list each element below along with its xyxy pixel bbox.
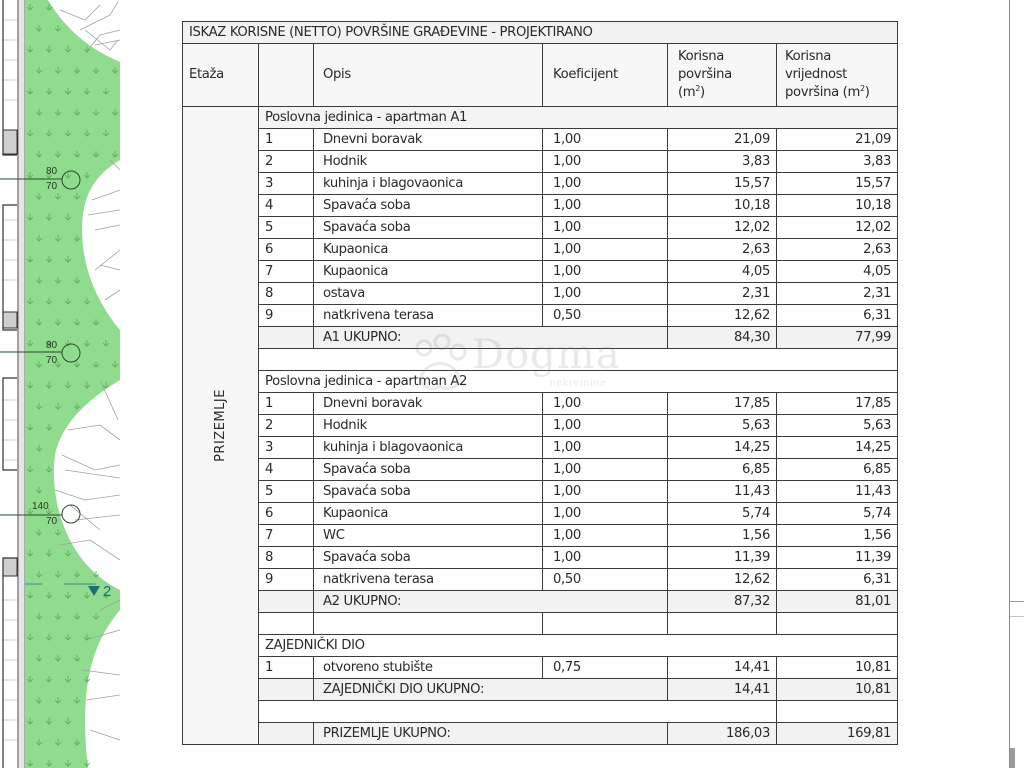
row-number: 6 (259, 239, 314, 261)
row-korisna-vrijednost: 6,85 (777, 459, 898, 481)
grand-total-povrsina: 186,03 (668, 723, 777, 745)
row-opis: Spavaća soba (314, 459, 543, 481)
blank-row (183, 613, 898, 635)
row-number: 8 (259, 547, 314, 569)
header-text: vrijednost (785, 67, 848, 82)
row-koeficijent: 1,00 (543, 239, 668, 261)
blank-cell (543, 613, 668, 635)
group-total-vrijednost: 81,01 (777, 591, 898, 613)
blank-cell (668, 613, 777, 635)
grand-total-row (183, 723, 898, 745)
level-marker-3-top: 140 (32, 501, 49, 512)
total-spacer (259, 679, 314, 701)
header-sup: 2 (859, 83, 865, 93)
row-korisna-povrsina: 17,85 (668, 393, 777, 415)
row-korisna-vrijednost: 6,31 (777, 305, 898, 327)
group-total-povrsina: 14,41 (668, 679, 777, 701)
area-schedule-sheet (182, 21, 897, 745)
row-korisna-vrijednost: 6,31 (777, 569, 898, 591)
table-title: ISKAZ KORISNE (NETTO) POVRŠINE GRAĐEVINE - PROJEKTIRANO (183, 22, 898, 44)
group-total-row (183, 327, 898, 349)
row-koeficijent: 1,00 (543, 129, 668, 151)
row-opis: Dnevni boravak (314, 129, 543, 151)
row-korisna-vrijednost: 1,56 (777, 525, 898, 547)
row-koeficijent: 1,00 (543, 525, 668, 547)
row-koeficijent: 1,00 (543, 415, 668, 437)
group-title: Poslovna jedinica - apartman A2 (259, 371, 898, 393)
row-korisna-povrsina: 12,62 (668, 305, 777, 327)
group-total-row (183, 679, 898, 701)
table-row (183, 239, 898, 261)
row-korisna-povrsina: 3,83 (668, 151, 777, 173)
row-koeficijent: 1,00 (543, 459, 668, 481)
row-number: 3 (259, 437, 314, 459)
row-number: 1 (259, 393, 314, 415)
row-korisna-vrijednost: 4,05 (777, 261, 898, 283)
level-marker-1-top: 80 (46, 166, 58, 177)
etaza-label: PRIZEMLJE (213, 389, 228, 462)
grand-total-vrijednost: 169,81 (777, 723, 898, 745)
row-korisna-povrsina: 12,02 (668, 217, 777, 239)
grand-total-label: PRIZEMLJE UKUPNO: (314, 723, 668, 745)
row-opis: natkrivena terasa (314, 569, 543, 591)
group-total-povrsina: 84,30 (668, 327, 777, 349)
table-row (183, 261, 898, 283)
group-total-vrijednost: 77,99 (777, 327, 898, 349)
total-spacer (259, 327, 314, 349)
row-opis: kuhinja i blagovaonica (314, 173, 543, 195)
row-number: 7 (259, 525, 314, 547)
header-opis: Opis (314, 44, 543, 107)
row-opis: Kupaonica (314, 239, 543, 261)
header-text: ) (864, 85, 870, 100)
table-row (183, 525, 898, 547)
table-row (183, 503, 898, 525)
row-korisna-vrijednost: 5,63 (777, 415, 898, 437)
section-marker-label: 2 (103, 583, 112, 600)
row-koeficijent: 1,00 (543, 481, 668, 503)
row-korisna-vrijednost: 14,25 (777, 437, 898, 459)
group-title: Poslovna jedinica - apartman A1 (259, 107, 898, 129)
header-text: površina (m (785, 85, 860, 100)
row-korisna-povrsina: 12,62 (668, 569, 777, 591)
row-opis: WC (314, 525, 543, 547)
header-sup: 2 (695, 83, 701, 93)
group-total-povrsina: 87,32 (668, 591, 777, 613)
row-number: 2 (259, 151, 314, 173)
landscape-drawing (0, 0, 180, 768)
row-number: 1 (259, 129, 314, 151)
row-number: 7 (259, 261, 314, 283)
row-koeficijent: 0,50 (543, 305, 668, 327)
group-title-row (183, 107, 898, 129)
table-row (183, 217, 898, 239)
blank-row (183, 349, 898, 371)
row-korisna-vrijednost: 11,43 (777, 481, 898, 503)
blank-cell (259, 613, 314, 635)
row-opis: otvoreno stubište (314, 657, 543, 679)
row-koeficijent: 1,00 (543, 393, 668, 415)
table-row (183, 459, 898, 481)
table-row (183, 305, 898, 327)
level-marker-1-bottom: 70 (46, 181, 58, 192)
row-number: 5 (259, 481, 314, 503)
header-text: Korisna (785, 49, 832, 64)
table-row (183, 393, 898, 415)
row-koeficijent: 1,00 (543, 283, 668, 305)
row-korisna-vrijednost: 12,02 (777, 217, 898, 239)
row-korisna-povrsina: 5,74 (668, 503, 777, 525)
group-title-row (183, 371, 898, 393)
row-number: 8 (259, 283, 314, 305)
row-opis: Kupaonica (314, 261, 543, 283)
row-koeficijent: 1,00 (543, 173, 668, 195)
row-koeficijent: 1,00 (543, 217, 668, 239)
row-koeficijent: 1,00 (543, 151, 668, 173)
row-korisna-povrsina: 10,18 (668, 195, 777, 217)
row-korisna-povrsina: 15,57 (668, 173, 777, 195)
row-korisna-povrsina: 11,43 (668, 481, 777, 503)
header-korisna-povrsina (668, 44, 777, 107)
blank-row (183, 701, 898, 723)
table-row (183, 173, 898, 195)
row-korisna-povrsina: 2,31 (668, 283, 777, 305)
row-korisna-povrsina: 1,56 (668, 525, 777, 547)
header-etaza: Etaža (183, 44, 259, 107)
area-schedule-table (182, 21, 898, 745)
row-number: 1 (259, 657, 314, 679)
row-korisna-vrijednost: 10,18 (777, 195, 898, 217)
header-text: ) (700, 85, 705, 100)
frame-line (1010, 616, 1024, 617)
row-opis: Spavaća soba (314, 195, 543, 217)
row-koeficijent: 1,00 (543, 503, 668, 525)
row-number: 2 (259, 415, 314, 437)
row-koeficijent: 1,00 (543, 195, 668, 217)
row-number: 4 (259, 195, 314, 217)
blank-cell (777, 701, 898, 723)
row-korisna-povrsina: 14,41 (668, 657, 777, 679)
row-korisna-povrsina: 5,63 (668, 415, 777, 437)
row-korisna-povrsina: 2,63 (668, 239, 777, 261)
row-korisna-povrsina: 11,39 (668, 547, 777, 569)
row-korisna-vrijednost: 2,31 (777, 283, 898, 305)
row-opis: Kupaonica (314, 503, 543, 525)
blank-cell (259, 701, 777, 723)
row-koeficijent: 1,00 (543, 261, 668, 283)
table-row (183, 283, 898, 305)
row-koeficijent: 0,75 (543, 657, 668, 679)
row-opis: ostava (314, 283, 543, 305)
table-title-row (183, 22, 898, 44)
row-opis: natkrivena terasa (314, 305, 543, 327)
frame-border-line (1009, 0, 1010, 768)
row-opis: Hodnik (314, 151, 543, 173)
level-marker-3-bottom: 70 (46, 516, 58, 527)
table-row (183, 195, 898, 217)
group-total-label: A1 UKUPNO: (314, 327, 668, 349)
table-row (183, 481, 898, 503)
row-number: 3 (259, 173, 314, 195)
row-korisna-vrijednost: 15,57 (777, 173, 898, 195)
total-spacer (259, 591, 314, 613)
table-row (183, 547, 898, 569)
table-row (183, 569, 898, 591)
header-text: Korisna (678, 49, 725, 64)
floor-plan-excerpt (0, 0, 180, 768)
row-opis: Spavaća soba (314, 481, 543, 503)
row-number: 9 (259, 569, 314, 591)
header-text: (m (678, 85, 696, 100)
row-korisna-vrijednost: 3,83 (777, 151, 898, 173)
table-row (183, 415, 898, 437)
row-korisna-vrijednost: 5,74 (777, 503, 898, 525)
row-koeficijent: 0,50 (543, 569, 668, 591)
row-korisna-vrijednost: 10,81 (777, 657, 898, 679)
level-marker-2-top: 80 (46, 340, 58, 351)
row-korisna-vrijednost: 11,39 (777, 547, 898, 569)
table-header-row (183, 44, 898, 107)
row-korisna-vrijednost: 2,63 (777, 239, 898, 261)
header-number (259, 44, 314, 107)
row-opis: kuhinja i blagovaonica (314, 437, 543, 459)
row-opis: Dnevni boravak (314, 393, 543, 415)
group-title: ZAJEDNIČKI DIO (259, 635, 898, 657)
group-title-row (183, 635, 898, 657)
blank-cell (777, 613, 898, 635)
row-number: 4 (259, 459, 314, 481)
row-korisna-povrsina: 4,05 (668, 261, 777, 283)
frame-block (1010, 748, 1015, 768)
header-text: površina (678, 67, 732, 82)
etaza-cell (183, 107, 259, 745)
table-row (183, 437, 898, 459)
row-number: 6 (259, 503, 314, 525)
row-koeficijent: 1,00 (543, 547, 668, 569)
row-koeficijent: 1,00 (543, 437, 668, 459)
row-opis: Hodnik (314, 415, 543, 437)
row-korisna-vrijednost: 17,85 (777, 393, 898, 415)
building-wall (2, 0, 24, 768)
table-row (183, 129, 898, 151)
blank-cell (259, 349, 898, 371)
group-total-label: ZAJEDNIČKI DIO UKUPNO: (314, 679, 668, 701)
row-number: 5 (259, 217, 314, 239)
frame-line (1009, 601, 1024, 602)
row-korisna-povrsina: 21,09 (668, 129, 777, 151)
row-korisna-povrsina: 14,25 (668, 437, 777, 459)
total-spacer (259, 723, 314, 745)
header-koeficijent: Koeficijent (543, 44, 668, 107)
table-row (183, 657, 898, 679)
group-total-row (183, 591, 898, 613)
table-row (183, 151, 898, 173)
row-number: 9 (259, 305, 314, 327)
blank-cell (314, 613, 543, 635)
row-korisna-vrijednost: 21,09 (777, 129, 898, 151)
group-total-label: A2 UKUPNO: (314, 591, 668, 613)
row-opis: Spavaća soba (314, 217, 543, 239)
row-opis: Spavaća soba (314, 547, 543, 569)
level-marker-2-bottom: 70 (46, 355, 58, 366)
row-korisna-povrsina: 6,85 (668, 459, 777, 481)
header-korisna-vrijednost (777, 44, 898, 107)
group-total-vrijednost: 10,81 (777, 679, 898, 701)
